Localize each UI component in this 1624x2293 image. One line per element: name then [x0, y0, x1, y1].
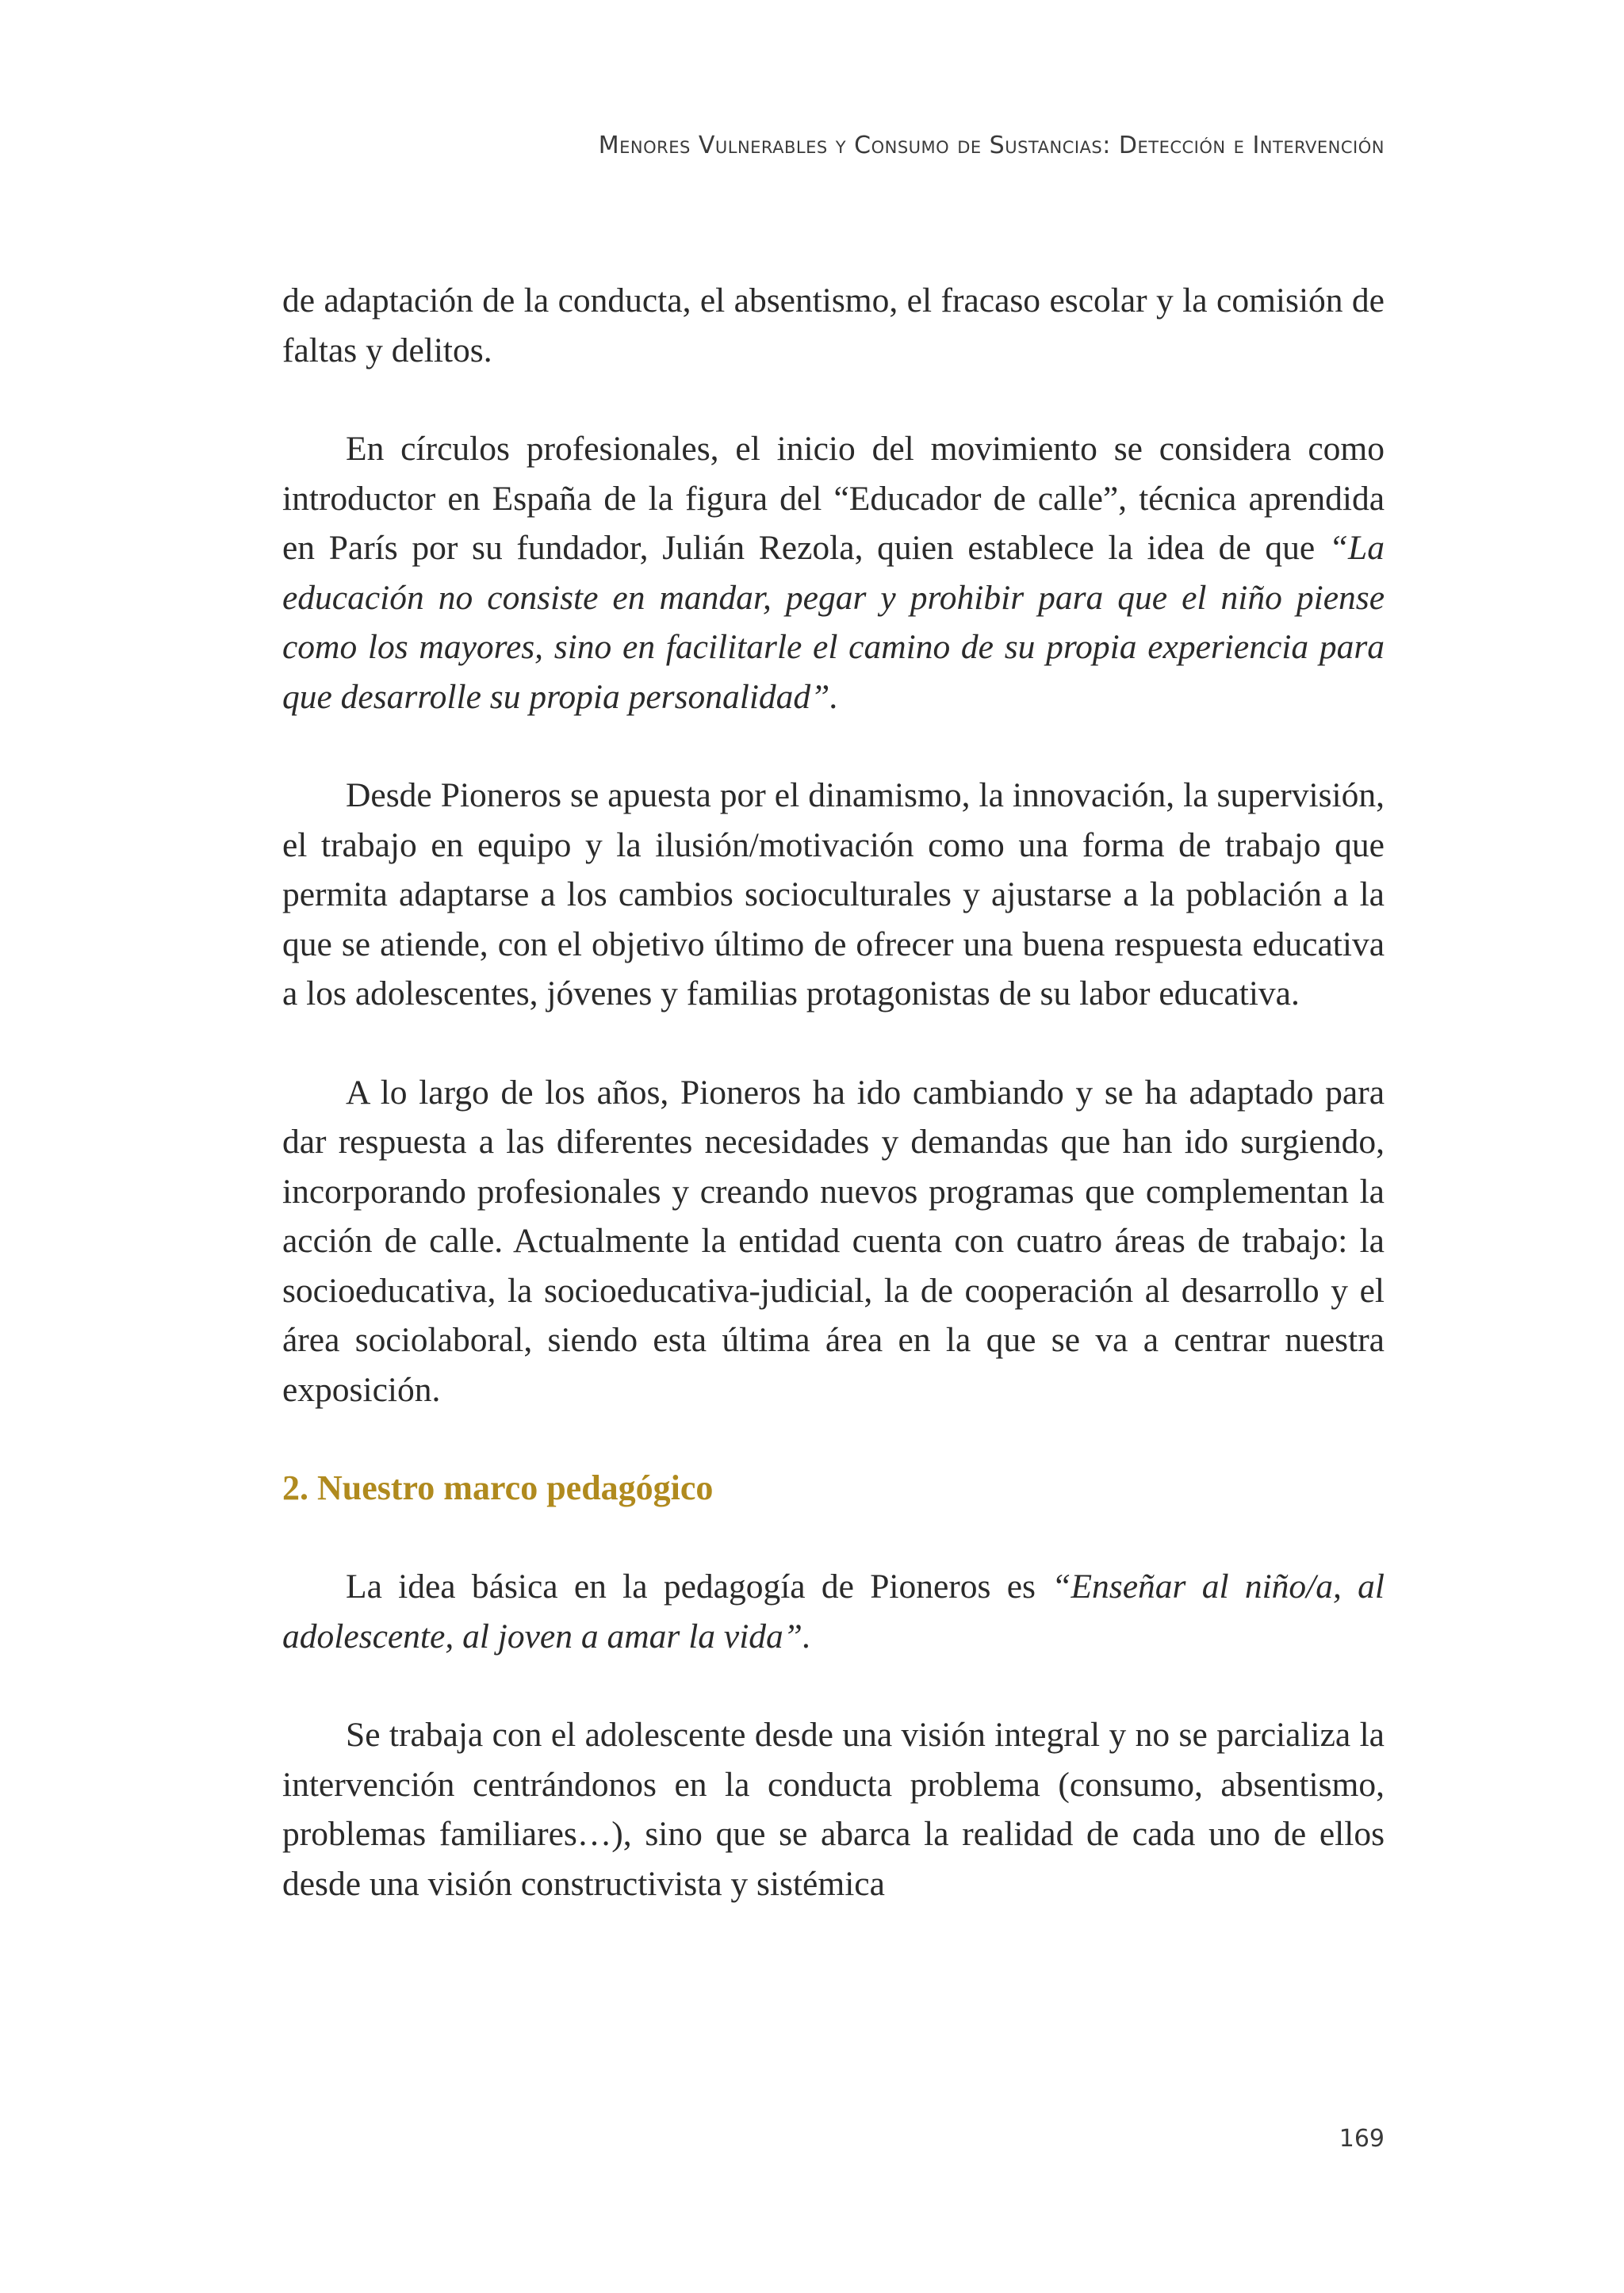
section-heading: 2. Nuestro marco pedagógico — [282, 1468, 714, 1507]
paragraph-4: A lo largo de los años, Pioneros ha ido cambiando y se ha adaptado para dar respuesta a las diferentes necesidades y demandas que han ido surgiendo, incorporando profesionales y creando nuevos programas que complementan la acción de calle. Actualmente la entidad cuenta con cuatro áreas de trabajo: la socioeducativa, la socioeducativa-judicial, la de cooperación al desarrollo y el área sociolaboral, siendo esta última área en la que se va a centrar nuestra exposición. — [282, 1073, 1385, 1409]
running-header: Menores Vulnerables y Consumo de Sustancias: Detección e Intervención — [598, 132, 1385, 159]
paragraph-5 — [282, 1562, 1385, 1661]
paragraph-6: Se trabaja con el adolescente desde una visión integral y no se parcializa la intervención centrándonos en la conducta problema (consumo, absentismo, problemas familiares…), sino que se abarca la realidad de cada uno de ellos desde una visión constructivista y sistémica — [282, 1716, 1385, 1903]
paragraph-5-text: La idea básica en la pedagogía de Pioneros es — [346, 1568, 1052, 1606]
paragraph-2-text: En círculos profesionales, el inicio del movimiento se considera como introductor en España de la figura del “Educador de calle”, técnica aprendida en París por su fundador, Julián Rezola, quien establece la idea de que — [282, 430, 1385, 567]
page-number: 169 — [1339, 2125, 1385, 2153]
paragraph-3: Desde Pioneros se apuesta por el dinamismo, la innovación, la supervisión, el trabajo en equipo y la ilusión/motivación como una forma de trabajo que permita adaptarse a los cambios socioculturales y ajustarse a la población a la que se atiende, con el objetivo último de ofrecer una buena respuesta educativa a los adolescentes, jóvenes y familias protagonistas de su labor educativa. — [282, 776, 1385, 1013]
paragraph-2 — [282, 424, 1385, 722]
paragraph-2-quote: “La educación no consiste en mandar, pegar y prohibir para que el niño piense como los mayores, sino en facilitarle el camino de su propia experiencia para que desarrolle su propia personalidad”. — [282, 529, 1385, 716]
paragraph-1: de adaptación de la conducta, el absentismo, el fracaso escolar y la comisión de faltas y delitos. — [282, 281, 1385, 369]
page-body — [282, 276, 1385, 1908]
paragraph-5-quote: “Enseñar al niño/a, al adolescente, al joven a amar la vida”. — [282, 1568, 1385, 1656]
